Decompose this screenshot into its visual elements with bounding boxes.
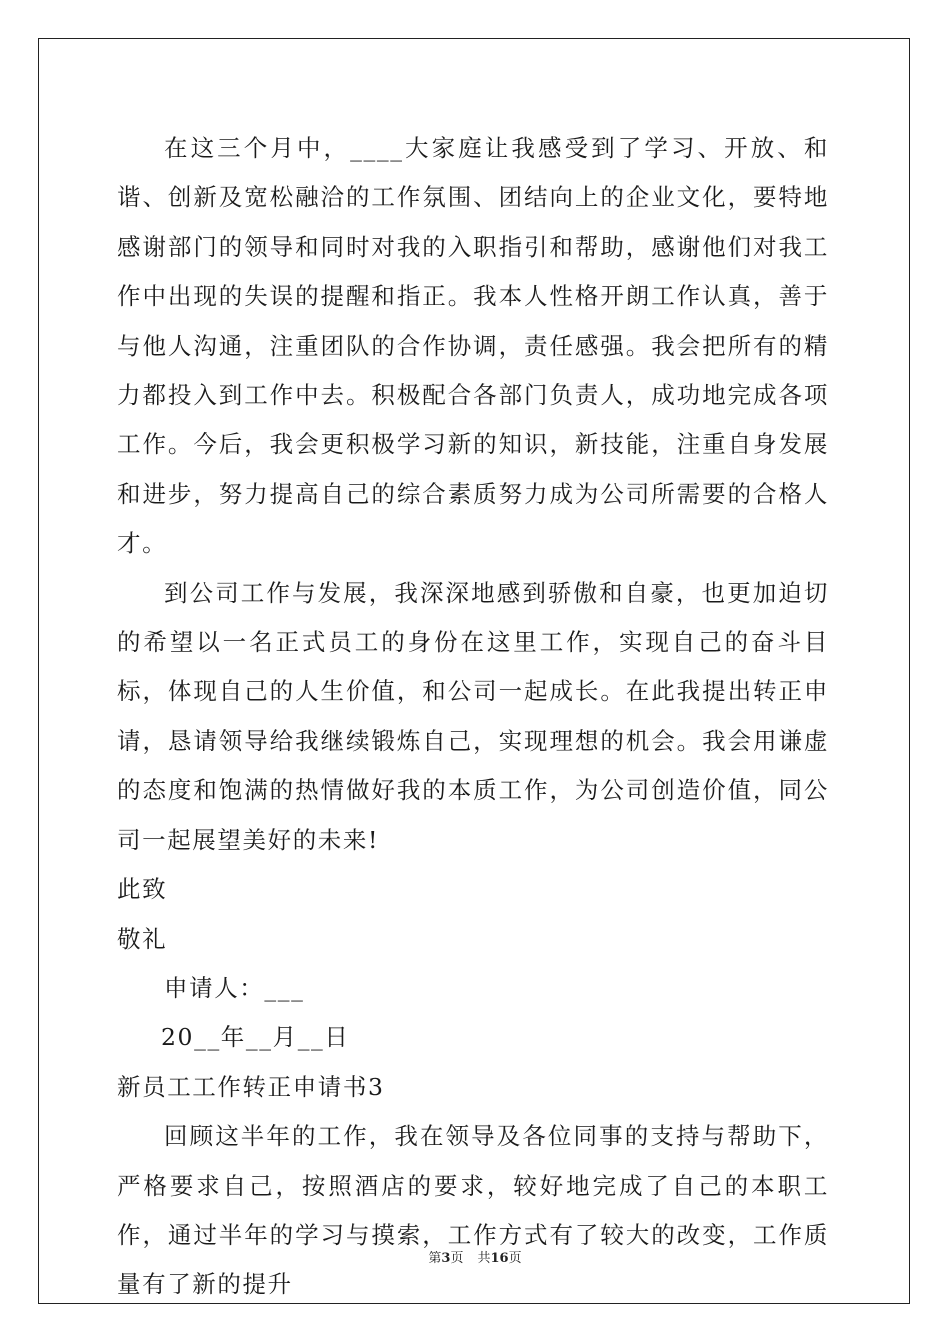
paragraph-2: 到公司工作与发展，我深深地感到骄傲和自豪，也更加迫切的希望以一名正式员工的身份在这里工作，实现自己的奋斗目标，体现自己的人生价值，和公司一起成长。在此我提出转正申请，恳请领导给我继续锻炼自己，实现理想的机会。我会用谦虚的态度和饱满的热情做好我的本质工作，为公司创造价值，同公司一起展望美好的未来! (117, 578, 829, 854)
page-suffix: 页 (450, 1251, 464, 1266)
total-pages: 16 (490, 1251, 509, 1266)
closing-salutation: 此致 (117, 875, 168, 904)
paragraph-3: 回顾这半年的工作，我在领导及各位同事的支持与帮助下，严格要求自己，按照酒店的要求，较好地完成了自己的本职工作，通过半年的学习与摸索，工作方式有了较大的改变，工作质量有了新的提升 (117, 1122, 829, 1299)
page-prefix: 第 (428, 1251, 442, 1266)
document-body (117, 124, 829, 1310)
date-line: 20__年__月__日 (161, 1023, 350, 1052)
page-number: 3 (441, 1251, 451, 1266)
applicant-line: 申请人：___ (164, 973, 305, 1002)
closing-regards: 敬礼 (117, 924, 168, 953)
paragraph-1: 在这三个月中，____大家庭让我感受到了学习、开放、和谐、创新及宽松融洽的工作氛围、团结向上的企业文化，要特地感谢部门的领导和同时对我的入职指引和帮助，感谢他们对我工作中出现的失误的提醒和指正。我本人性格开朗工作认真，善于与他人沟通，注重团队的合作协调，责任感强。我会把所有的精力都投入到工作中去。积极配合各部门负责人，成功地完成各项工作。今后，我会更积极学习新的知识，新技能，注重自身发展和进步，努力提高自己的综合素质努力成为公司所需要的合格人才。 (117, 134, 829, 558)
section-title: 新员工工作转正申请书3 (117, 1072, 385, 1101)
page-footer (0, 1247, 950, 1266)
total-suffix: 页 (508, 1251, 522, 1266)
total-prefix: 共 (477, 1251, 491, 1266)
